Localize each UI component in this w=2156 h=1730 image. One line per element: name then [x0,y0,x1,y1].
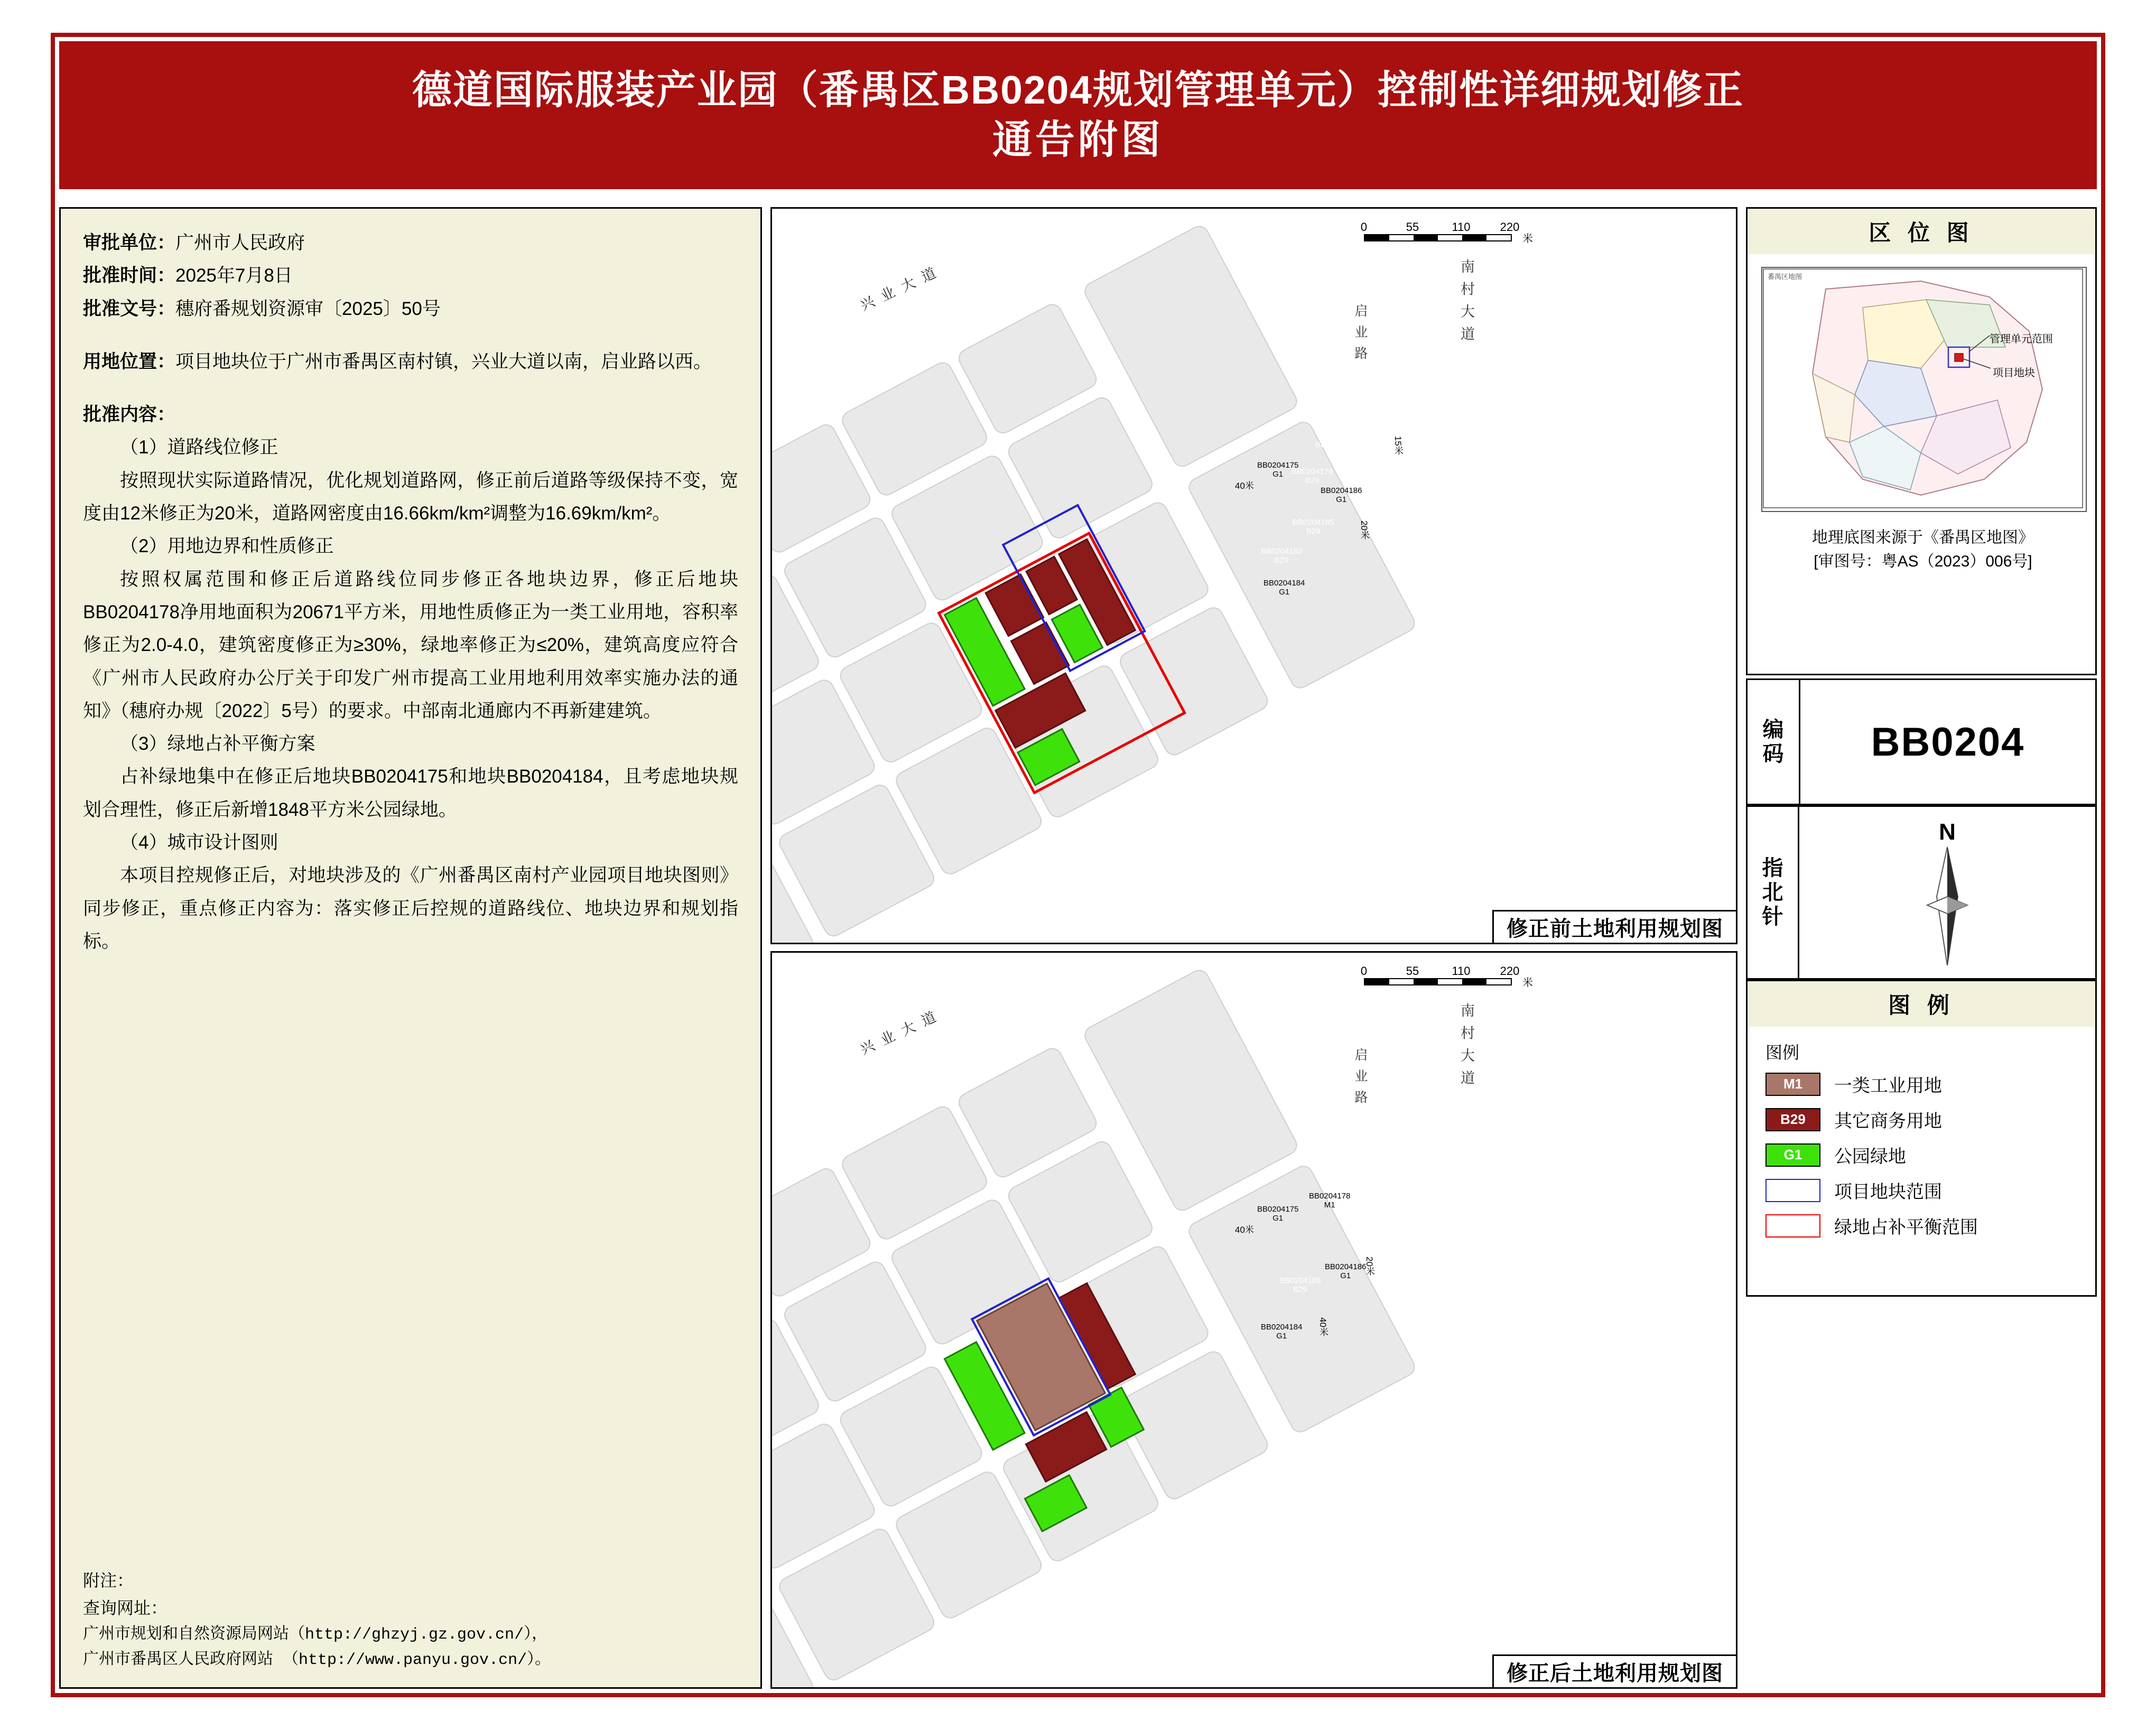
approval-date-row [83,259,738,292]
parcel-code: BB0204184 [1261,1323,1303,1332]
locator-map[interactable] [1761,267,2087,512]
parcel-label-after-3 [1325,1262,1366,1281]
title-line-1: 德道国际服装产业园（番禺区BB0204规划管理单元）控制性详细规划修正 [412,68,1744,113]
parcel-use: B29 [1293,1285,1307,1295]
locator-panel [1746,207,2097,675]
info-panel [59,207,762,1689]
road-width-after-1: 20米 [1364,1257,1374,1276]
code-value: BB0204 [1871,719,2025,765]
scalebar-before-labels [1360,220,1520,234]
parcel-use: B29 [1371,1208,1386,1217]
approval-doc-row [83,293,738,325]
north-arrow-icon [1799,807,2095,978]
map-after-vector [772,953,1736,1687]
legend-panel [1746,980,2097,1297]
legend-row-b29 [1765,1106,2077,1132]
footnote-label: 附注： [83,1571,134,1591]
road-width-before-0: 40米 [1235,481,1254,491]
scalebar-after-tick-1: 55 [1406,964,1419,978]
scalebar-before-unit: 米 [1522,233,1533,245]
parcel-use: B29 [1305,476,1319,486]
parcel-use: G1 [1279,588,1290,597]
legend-swatch-g1: G1 [1765,1143,1820,1167]
parcel-label-after-2 [1358,1199,1399,1217]
road-label-xingye-after: 兴 业 大 道 [858,1008,941,1058]
parcel-label-before-7 [1263,579,1305,597]
legend-swatch-m1: M1 [1765,1073,1820,1096]
legend-row-g1 [1765,1142,2077,1168]
map-after-canvas [772,953,1736,1687]
parcel-code: BB0204184 [1263,579,1305,588]
parcel-use: B29 [1328,449,1343,459]
parcel-use: G1 [1272,1214,1284,1223]
parcel-code: BB0204186 [1321,486,1362,495]
legend-text-m1: 一类工业用地 [1834,1076,1942,1096]
title-line-2: 通告附图 [992,117,1164,162]
legend-text-project-boundary: 项目地块范围 [1834,1182,1942,1202]
parcel-label-after-1 [1309,1192,1350,1210]
parcel-code: BB0204185 [1279,1276,1321,1285]
approval-doc-label: 批准文号： [83,298,176,319]
compass-label: 指 北 针 [1748,807,1799,978]
legend-swatch-green-balance [1765,1214,1820,1238]
parcel-label-before-5 [1293,518,1334,536]
road-width-before-1: 20米 [1359,520,1369,540]
parcel-use: M1 [1324,1201,1335,1210]
road-label-nancun-before: 南 村 大 道 [1458,259,1474,343]
map-before-revision[interactable] [770,207,1737,944]
map-before-canvas [772,209,1736,943]
locator-note-line-2: [审图号：粤AS（2023）006号] [1814,553,2032,570]
scalebar-after [1360,964,1533,989]
location-row [83,346,738,378]
approval-date-label: 批准时间： [83,265,176,286]
parcel-code: BB0204176 [1291,467,1333,476]
parcel-label-after-5 [1261,1323,1302,1341]
scalebar-before-bar [1364,234,1512,241]
map-after-revision[interactable] [770,951,1737,1689]
svg-text:N: N [1939,819,1956,845]
map-before-vector [772,209,1736,943]
approval-authority-value: 广州市人民政府 [175,232,305,253]
parcel-use: G1 [1336,495,1347,505]
parcel-code: BB0204175 [1257,1205,1299,1214]
approval-date-value: 2025年7月8日 [175,265,293,286]
parcel-code: BB0204187 [1358,455,1399,464]
road-width-before-2: 15米 [1393,436,1403,455]
item-4-heading: （4）城市设计图则 [120,832,278,853]
code-label: 编 码 [1748,680,1800,804]
locator-header: 区 位 图 [1748,209,2095,254]
spacer-1 [83,325,738,346]
scalebar-after-unit: 米 [1522,977,1533,989]
title-banner [59,41,2097,189]
parcel-code: BB0204178 [1309,1192,1351,1201]
legend-title: 图例 [1765,1043,1800,1062]
scalebar-before-tick-1: 55 [1406,220,1419,234]
road-label-qiye-after: 启 业 路 [1353,1048,1368,1105]
legend-row-m1 [1765,1071,2077,1097]
location-value: 项目地块位于广州市番禺区南村镇，兴业大道以南，启业路以西。 [175,351,712,372]
locator-map-vector [1762,268,2084,509]
locator-project-label: 项目地块 [1993,367,2035,379]
parcel-label-before-4 [1358,455,1399,473]
parcel-label-after-0 [1257,1205,1298,1223]
location-label: 用地位置： [83,351,176,372]
code-panel [1746,678,2097,805]
footnote-line-2: 广州市规划和自然资源局网站（http://ghzyj.gz.gov.cn/）， [83,1625,548,1644]
parcel-code: BB0204185 [1293,518,1334,527]
parcel-use: B29 [1371,464,1386,473]
road-width-after-2: 40米 [1318,1317,1328,1336]
legend-text-green-balance: 绿地占补平衡范围 [1834,1217,1978,1238]
locator-unit-scope-label: 管理单元范围 [1990,333,2053,345]
legend-list [1748,1027,2095,1261]
road-label-qiye-before: 启 业 路 [1353,304,1368,361]
item-1-body: 按照现状实际道路情况，优化规划道路网，修正前后道路等级保持不变，宽度由12米修正为20米，道路网密度由16.66km/km²调整为16.69km/km²。 [83,470,738,524]
legend-swatch-project-boundary [1765,1179,1820,1202]
parcel-use: B29 [1274,556,1289,565]
road-width-after-0: 40米 [1235,1225,1254,1235]
legend-text-b29: 其它商务用地 [1834,1111,1942,1131]
parcel-code: BB0204187 [1358,1199,1399,1208]
item-1-heading: （1）道路线位修正 [120,437,278,458]
spacer-2 [83,378,738,398]
scalebar-after-tick-0: 0 [1360,964,1368,978]
scalebar-after-tick-3: 220 [1500,964,1520,978]
parcel-use: G1 [1276,1332,1287,1341]
scalebar-before-tick-0: 0 [1360,220,1368,234]
map-before-caption: 修正前土地利用规划图 [1492,910,1736,943]
footnote-line-1: 查询网址： [83,1598,168,1617]
scalebar-before [1360,220,1533,245]
item-2-body: 按照权属范围和修正后道路线位同步修正各地块边界，修正后地块BB0204178净用地面积为20671平方米，用地性质修正为一类工业用地，容积率修正为2.0-4.0，建筑密度修正为≥30%，绿地率修正为≤20%，建筑高度应符合《广州市人民政府办公厅关于印发广州市提高工业用地利用效率实施办法的通知》（穗府办规〔2022〕5号）的要求。中部南北通廊内不再新建建筑。 [83,569,738,721]
parcel-label-before-1 [1291,467,1333,486]
item-2-heading: （2）用地边界和性质修正 [120,536,334,557]
locator-note [1748,526,2098,573]
compass-area [1799,807,2095,978]
map-after-caption: 修正后土地利用规划图 [1492,1654,1736,1687]
locator-corner-label: 番禺区地图 [1768,273,1802,281]
parcel-label-before-6 [1261,547,1302,565]
parcel-use: G1 [1340,1271,1351,1281]
approval-authority-label: 审批单位： [83,232,176,253]
item-3-heading: （3）绿地占补平衡方案 [120,733,315,755]
legend-swatch-b29: B29 [1765,1108,1820,1131]
item-3-body: 占补绿地集中在修正后地块BB0204175和地块BB0204184，且考虑地块规划合理性，修正后新增1848平方米公园绿地。 [83,766,738,820]
compass-panel [1746,805,2097,980]
item-4-body: 本项目控规修正后，对地块涉及的《广州番禺区南村产业园项目地块图则》同步修正，重点修正内容为：落实修正后控规的道路线位、地块边界和规划指标。 [83,865,738,952]
parcel-code: BB0204186 [1325,1262,1367,1271]
parcel-label-before-3 [1321,486,1362,505]
parcel-code: BB0204175 [1257,461,1299,470]
scalebar-after-labels [1360,964,1520,978]
scalebar-after-tick-2: 110 [1452,964,1471,978]
parcel-label-after-4 [1279,1276,1321,1295]
scalebar-before-tick-2: 110 [1452,220,1471,234]
legend-text-g1: 公园绿地 [1834,1147,1906,1167]
parcel-code: BB0204177 [1315,440,1357,449]
approval-authority-row [83,227,738,259]
parcel-use: G1 [1272,470,1284,479]
legend-header: 图 例 [1748,981,2095,1027]
legend-row-project-boundary [1765,1177,2077,1203]
scalebar-after-bar [1364,978,1512,985]
footnote-line-3: 广州市番禺区人民政府网站 （http://www.panyu.gov.cn/）。 [83,1651,551,1670]
parcel-label-before-2 [1315,440,1356,459]
road-label-xingye-before: 兴 业 大 道 [858,264,941,314]
legend-row-green-balance [1765,1213,2077,1239]
parcel-code: BB0204183 [1261,547,1303,556]
footnote [83,1567,741,1673]
parcel-use: B29 [1306,527,1321,536]
content-label: 批准内容： [83,404,176,425]
approval-doc-value: 穗府番规划资源审〔2025〕50号 [175,298,441,319]
scalebar-before-tick-3: 220 [1500,220,1520,234]
road-label-nancun-after: 南 村 大 道 [1458,1003,1474,1087]
locator-note-line-1: 地理底图来源于《番禺区地图》 [1812,529,2034,546]
